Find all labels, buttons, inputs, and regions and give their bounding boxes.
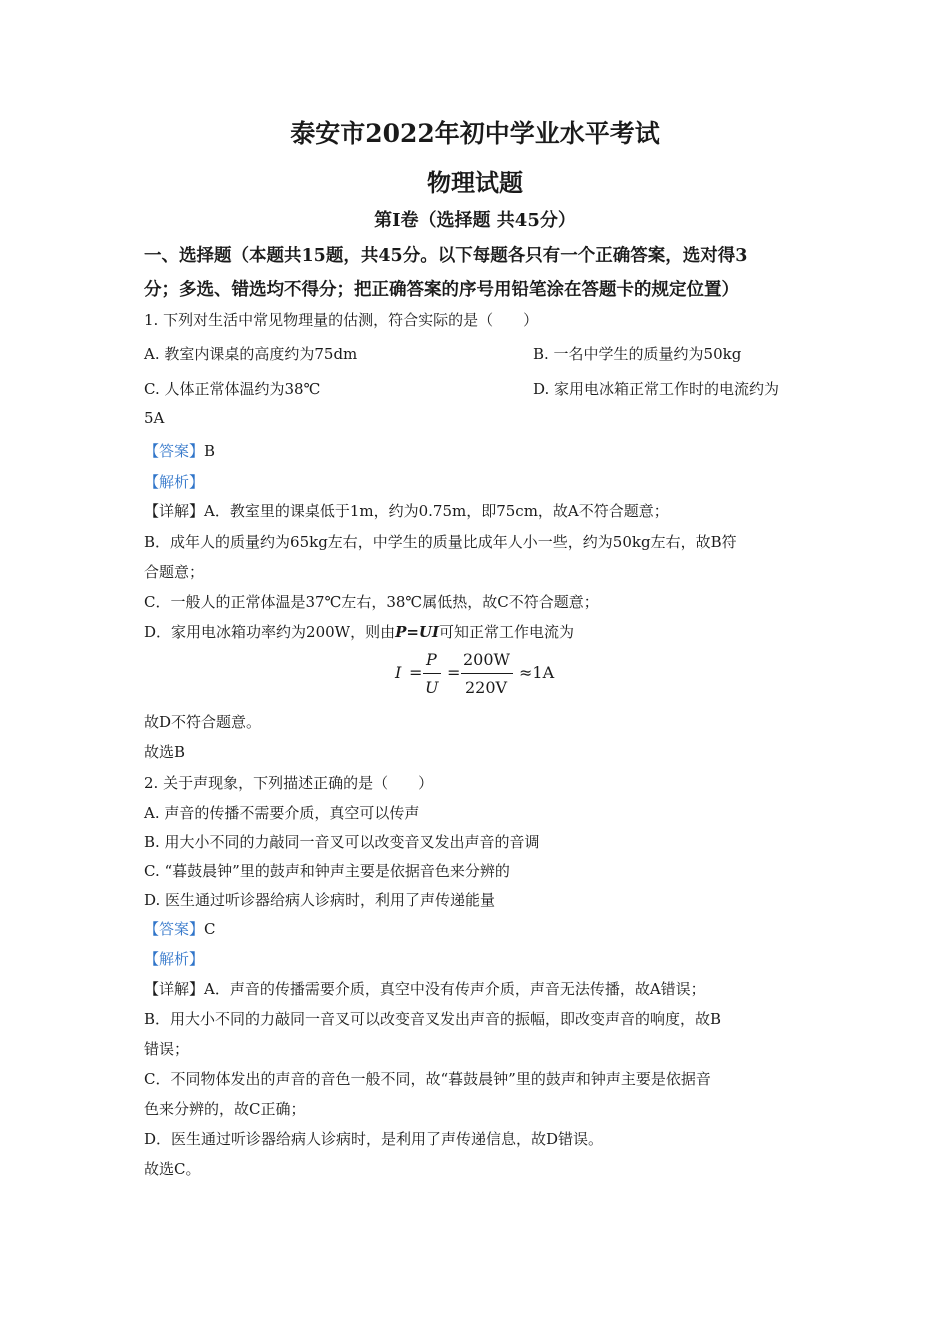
formula-numerator: 200W	[463, 650, 510, 669]
answer-tag: 【答案】	[144, 920, 205, 938]
volume-title: 第Ⅰ卷（选择题 共45分）	[374, 210, 576, 231]
q1-option-a: A. 教室内课桌的高度约为75dm	[144, 345, 358, 363]
subject-title: 物理试题	[427, 168, 523, 197]
formula-eq2: =	[447, 663, 461, 682]
q1-detail-c: C．一般人的正常体温是37℃左右，38℃属低热，故C不符合题意；	[144, 593, 599, 611]
q1-option-d-value: 5A	[144, 409, 165, 427]
q2-option-a: A. 声音的传播不需要介质，真空可以传声	[144, 804, 420, 822]
formula-u: U	[425, 678, 439, 697]
q1-option-d: D. 家用电冰箱正常工作时的电流约为	[533, 380, 780, 398]
q2-detail-c: C．不同物体发出的声音的音色一般不同，故“暮鼓晨钟”里的鼓声和钟声主要是依据音	[144, 1070, 711, 1088]
formula-inline: P=UI	[395, 623, 440, 641]
fraction-bar-2	[461, 673, 513, 674]
q1-conclusion: 故D不符合题意。	[144, 713, 262, 731]
q2-detail-b-cont: 错误；	[144, 1040, 190, 1058]
q2-option-d: D. 医生通过听诊器给病人诊病时，利用了声传递能量	[144, 891, 496, 909]
q2-detail-b: B．用大小不同的力敲同一音叉可以改变音叉发出声音的振幅，即改变声音的响度，故B	[144, 1010, 722, 1028]
q1-analysis-tag: 【解析】	[144, 473, 205, 491]
q2-analysis-tag: 【解析】	[144, 950, 205, 968]
formula-p: P	[426, 650, 437, 669]
q1-option-b: B. 一名中学生的质量约为50kg	[533, 345, 742, 363]
q1-detail-d: D．家用电冰箱功率约为200W，则由P=UI可知正常工作电流为	[144, 623, 575, 641]
q1-answer	[144, 440, 215, 461]
q2-answer	[144, 918, 216, 939]
answer-value: C	[204, 920, 216, 938]
section-instruction-line2: 分；多选、错选均不得分；把正确答案的序号用铅笔涂在答题卡的规定位置）	[144, 280, 739, 300]
fraction-bar-1	[423, 673, 441, 674]
q2-detail-a: 【详解】A．声音的传播需要介质，真空中没有传声介质，声音无法传播，故A错误；	[144, 980, 706, 998]
q2-stem: 2. 关于声现象，下列描述正确的是（ ）	[144, 774, 434, 792]
q2-option-b: B. 用大小不同的力敲同一音叉可以改变音叉发出声音的音调	[144, 833, 540, 851]
q2-detail-c-cont: 色来分辨的，故C正确；	[144, 1100, 306, 1118]
section-instruction-line1: 一、选择题（本题共15题，共45分。以下每题各只有一个正确答案，选对得3	[144, 246, 748, 266]
answer-value: B	[204, 442, 216, 460]
q1-detail-a: 【详解】A．教室里的课桌低于1m，约为0.75m，即75cm，故A不符合题意；	[144, 502, 669, 520]
q1-stem: 1. 下列对生活中常见物理量的估测，符合实际的是（ ）	[144, 311, 539, 329]
answer-tag: 【答案】	[144, 442, 205, 460]
formula-approx: ≈1A	[519, 663, 555, 682]
current-formula	[395, 648, 565, 704]
q1-option-c: C. 人体正常体温约为38℃	[144, 380, 321, 398]
q1-detail-b: B．成年人的质量约为65kg左右，中学生的质量比成年人小一些，约为50kg左右，故B符	[144, 533, 737, 551]
q1-choice: 故选B	[144, 743, 186, 761]
q2-detail-d: D．医生通过听诊器给病人诊病时，是利用了声传递信息，故D错误。	[144, 1130, 604, 1148]
formula-i: I	[395, 663, 402, 682]
q2-choice: 故选C。	[144, 1160, 201, 1178]
exam-title: 泰安市2022年初中学业水平考试	[290, 119, 660, 148]
formula-eq1: =	[409, 663, 423, 682]
formula-denominator: 220V	[465, 678, 508, 697]
q1-detail-b-cont: 合题意；	[144, 563, 205, 581]
q2-option-c: C. “暮鼓晨钟”里的鼓声和钟声主要是依据音色来分辨的	[144, 862, 510, 880]
